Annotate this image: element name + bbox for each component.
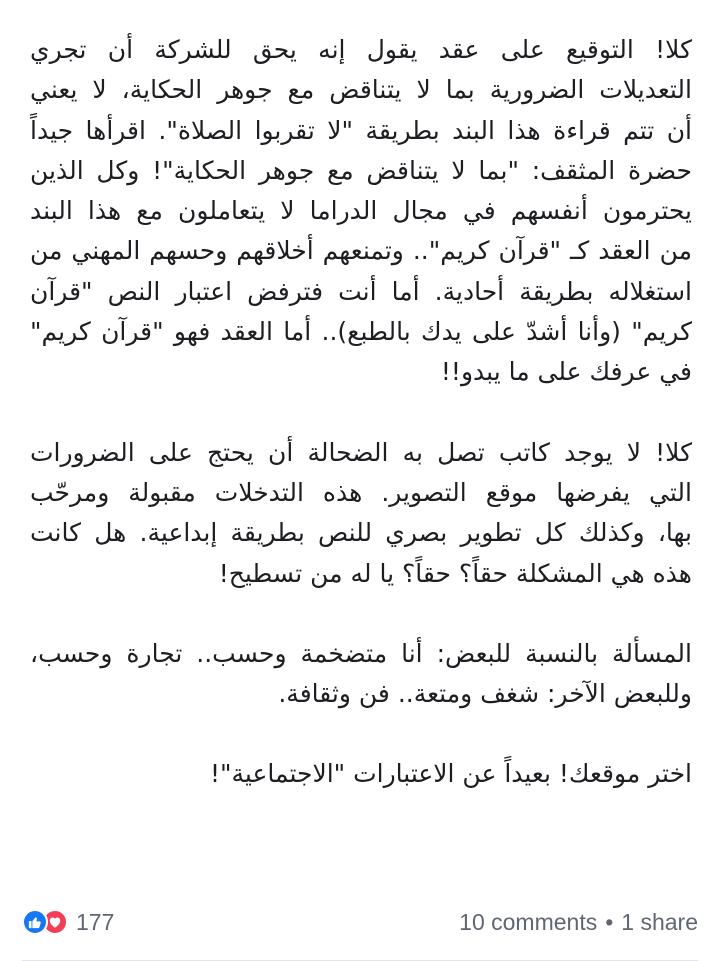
comments-link[interactable]: 10 comments	[459, 908, 598, 935]
post-line: التعديلات الضرورية بما لا يتناقض مع جوهر الحكاية، لا يعني	[30, 75, 692, 105]
post-paragraph	[30, 30, 692, 393]
post-line: كريم" (وأنا أشدّ على يدك بالطبع).. أما العقد فهو "قرآن كريم"	[30, 317, 692, 347]
post-line: في عرفك على ما يبدو!!	[440, 357, 692, 387]
post-line: وللبعض الآخر: شغف ومتعة.. فن وثقافة.	[278, 679, 692, 709]
post-paragraph	[30, 754, 692, 794]
reactions-summary[interactable]	[22, 909, 114, 936]
post-line: التي يفرضها موقع التصوير. هذه التدخلات مقبولة ومرحّب	[30, 477, 692, 507]
post-line: هذه هي المشكلة حقاً؟ حقاً؟ يا له من تسطيح!	[218, 558, 692, 588]
post-line: كلا! التوقيع على عقد يقول إنه يحق للشركة أن تجري	[30, 35, 692, 64]
post-line: من العقد كـ "قرآن كريم".. وتمنعهم أخلاقهم وحسهم المهني من	[30, 236, 692, 266]
post-line: كلا! لا يوجد كاتب تصل به الضحالة أن يحتج على الضرورات	[30, 437, 692, 467]
like-icon	[22, 909, 48, 935]
engagement-stats	[459, 909, 698, 936]
post-line: حضرة المثقف: "بما لا يتناقض مع جوهر الحكاية"! وكل الذين	[30, 155, 692, 185]
shares-link[interactable]: 1 share	[621, 908, 698, 935]
stats-separator: •	[605, 908, 614, 935]
post-line: يحترمون أنفسهم في مجال الدراما لا يتعاملون مع هذا البند	[30, 196, 692, 226]
post-line: المسألة بالنسبة للبعض: أنا متضخمة وحسب.. تجارة وحسب،	[30, 638, 692, 668]
post-body	[30, 30, 692, 795]
post-paragraph	[30, 634, 692, 715]
post-line: أن تتم قراءة هذا البند بطريقة "لا تقربوا الصلاة". اقرأها جيداً	[30, 115, 692, 145]
post-footer	[22, 902, 698, 942]
reaction-count: 177	[76, 908, 115, 935]
post-line: اختر موقعك! بعيداً عن الاعتبارات "الاجتماعية"!	[210, 759, 692, 789]
post-line: بها، وكذلك كل تطوير بصري للنص بطريقة إبداعية. هل كانت	[30, 518, 692, 548]
post-paragraph	[30, 433, 692, 594]
post-line: استغلاله بطريقة أحادية. أما أنت فترفض اعتبار النص "قرآن	[30, 276, 692, 306]
